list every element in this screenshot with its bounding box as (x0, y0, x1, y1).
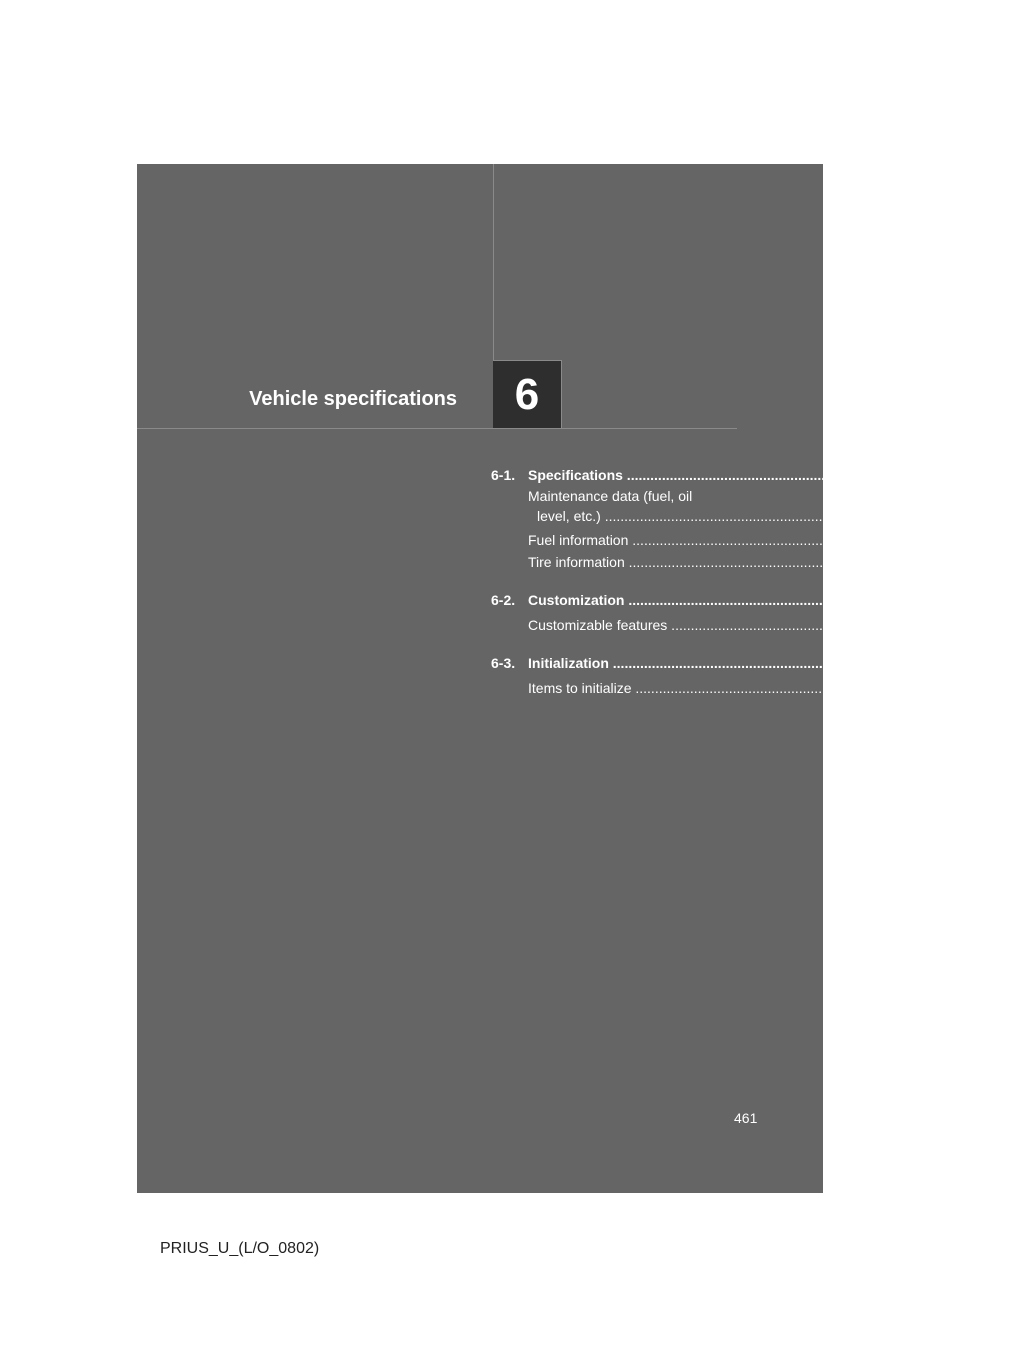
item-page: 462 (945, 508, 970, 524)
toc-item-tire-information[interactable] (491, 548, 994, 570)
section-number: 6-2. (491, 592, 516, 608)
item-page: 475 (969, 554, 994, 570)
section-page: 488 (969, 592, 993, 608)
section-number: 6-3. (491, 655, 516, 671)
chapter-panel (137, 164, 1036, 1193)
page-number: 461 (734, 1110, 758, 1126)
toc-item-customizable-features[interactable] (491, 611, 1036, 633)
item-label-line2: level, etc.) (537, 508, 601, 524)
chapter-number-badge: 6 (493, 360, 562, 428)
toc-section-row[interactable] (491, 589, 993, 611)
item-label: Customizable features (528, 617, 668, 633)
section-number: 6-1. (491, 467, 516, 483)
toc-item-items-to-initialize[interactable] (491, 674, 1000, 696)
divider-vertical (493, 164, 494, 360)
toc-section-row[interactable] (491, 464, 992, 486)
item-label: Items to initialize (528, 680, 632, 696)
item-page: 491 (976, 680, 1000, 696)
item-page: 472 (973, 532, 997, 548)
item-label-line1: Maintenance data (fuel, oil (528, 488, 693, 504)
document-footer: PRIUS_U_(L/O_0802) (160, 1240, 320, 1257)
section-label: Customization (528, 592, 625, 608)
section-page: 491 (953, 655, 978, 671)
section-label: Specifications (528, 467, 623, 483)
toc-section-customization (491, 589, 1036, 633)
toc-section-specifications (491, 464, 997, 570)
toc-section-initialization (491, 652, 1000, 696)
section-page: 462 (967, 467, 992, 483)
toc-section-row[interactable] (491, 652, 978, 674)
toc-item-fuel-information[interactable] (491, 526, 997, 548)
divider-horizontal (137, 428, 737, 429)
item-page: 488 (1012, 617, 1036, 633)
toc-item-maintenance-data[interactable] (491, 486, 970, 526)
chapter-title: Vehicle specifications (249, 388, 457, 410)
item-label: Tire information (528, 554, 625, 570)
table-of-contents (491, 464, 1036, 715)
section-label: Initialization (528, 655, 609, 671)
item-label: Fuel information (528, 532, 629, 548)
